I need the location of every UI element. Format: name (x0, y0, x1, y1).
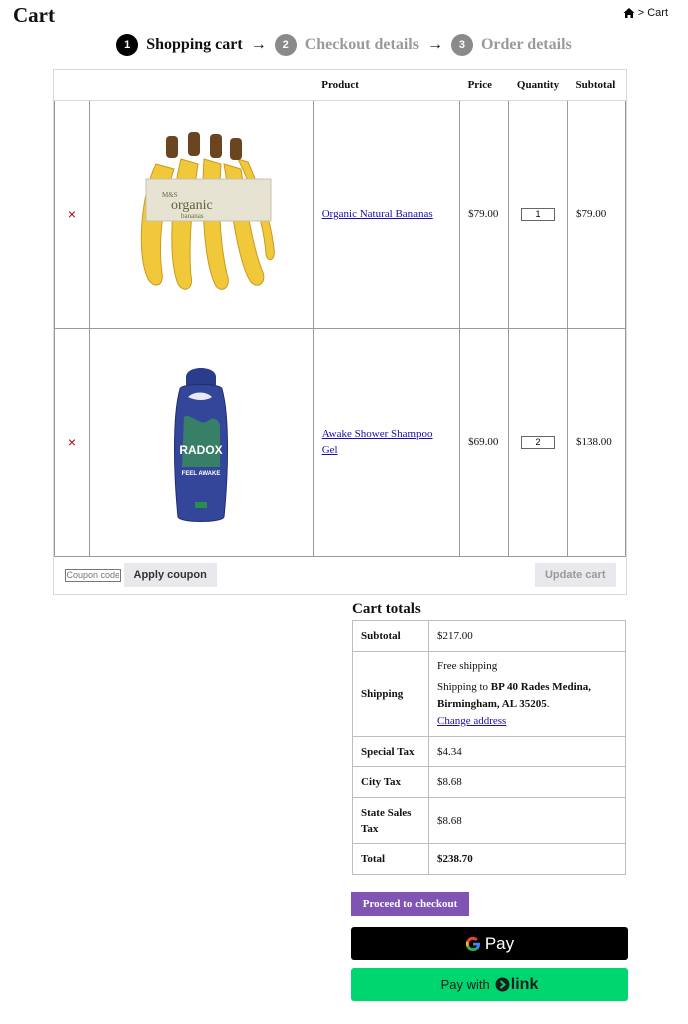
shipping-method: Free shipping (437, 660, 498, 672)
header-thumbnail (89, 70, 313, 100)
state-tax-label: State Sales Tax (353, 798, 429, 844)
change-address-link[interactable]: Change address (437, 715, 507, 727)
banana-label-brand: M&S (162, 191, 178, 199)
arrow-right-icon: → (250, 36, 267, 53)
link-arrow-icon (495, 977, 510, 992)
shipping-to-prefix: Shipping to (437, 681, 491, 693)
shipping-label: Shipping (353, 652, 429, 737)
item-subtotal: $79.00 (568, 100, 626, 328)
google-pay-label: Pay (484, 933, 515, 953)
pay-with-link-button[interactable] (351, 968, 628, 1001)
header-price: Price (460, 70, 509, 100)
cart-actions-row (55, 556, 626, 594)
apply-coupon-button[interactable]: Apply coupon (124, 563, 217, 587)
total-label: Total (353, 844, 429, 875)
arrow-right-icon: → (426, 36, 443, 53)
step-label: Checkout details (304, 36, 419, 53)
google-g-icon (465, 936, 481, 952)
item-price: $79.00 (460, 100, 509, 328)
checkout-steps (0, 34, 688, 56)
remove-item-button[interactable]: × (67, 206, 76, 222)
special-tax-label: Special Tax (353, 737, 429, 767)
link-brand-text: link (510, 975, 539, 993)
shampoo-brand-text: RADOX (179, 443, 223, 457)
product-link[interactable]: Organic Natural Bananas (321, 208, 433, 220)
proceed-to-checkout-button[interactable]: Proceed to checkout (351, 892, 469, 916)
breadcrumb (623, 7, 668, 19)
totals-row-city-tax (353, 767, 626, 798)
google-pay-button[interactable] (351, 927, 628, 960)
item-price: $69.00 (460, 328, 509, 556)
shipping-address: BP 40 Rades Medina, Birmingham, AL 35205 (437, 681, 592, 710)
link-logo (495, 976, 539, 994)
cart-item-row (55, 100, 626, 328)
total-value: $238.70 (437, 853, 473, 865)
banana-label-sub: bananas (181, 212, 204, 220)
item-subtotal: $138.00 (568, 328, 626, 556)
quantity-input[interactable] (521, 208, 555, 221)
pay-with-label: Pay with (440, 977, 490, 992)
shipping-to-suffix: . (546, 698, 550, 710)
shampoo-label-text: FEEL AWAKE (181, 471, 221, 477)
step-label: Shopping cart (146, 36, 243, 53)
header-quantity: Quantity (509, 70, 568, 100)
remove-item-button[interactable]: × (67, 434, 76, 450)
step-number: 1 (116, 34, 138, 56)
breadcrumb-separator: > (637, 7, 645, 19)
banana-label-organic: organic (171, 198, 213, 213)
shampoo-bottle-image[interactable] (98, 357, 305, 527)
step-number: 2 (275, 34, 297, 56)
product-link[interactable]: Awake Shower Shampoo Gel (321, 428, 433, 456)
page-title: Cart (13, 3, 55, 27)
step-order-details (451, 34, 572, 56)
update-cart-button[interactable]: Update cart (535, 563, 616, 587)
breadcrumb-current: Cart (647, 7, 668, 19)
totals-row-subtotal (353, 621, 626, 652)
coupon-code-input[interactable] (65, 569, 121, 582)
quantity-input[interactable] (521, 436, 555, 449)
totals-row-shipping (353, 652, 626, 737)
subtotal-value: $217.00 (429, 621, 626, 652)
step-checkout-details (275, 34, 419, 56)
step-label: Order details (480, 36, 572, 53)
city-tax-label: City Tax (353, 767, 429, 798)
city-tax-value: $8.68 (429, 767, 626, 798)
totals-row-total (353, 844, 626, 875)
totals-row-special-tax (353, 737, 626, 767)
header-product: Product (313, 70, 459, 100)
special-tax-value: $4.34 (429, 737, 626, 767)
home-icon[interactable] (623, 7, 635, 19)
cart-table (53, 69, 627, 595)
header-subtotal: Subtotal (568, 70, 626, 100)
state-tax-value: $8.68 (429, 798, 626, 844)
step-shopping-cart (116, 34, 242, 56)
shipping-destination (437, 679, 617, 730)
step-number: 3 (451, 34, 473, 56)
cart-totals-title: Cart totals (352, 601, 421, 617)
header-remove (55, 70, 90, 100)
bananas-image[interactable] (98, 124, 305, 304)
cart-header-row (55, 70, 626, 100)
subtotal-label: Subtotal (353, 621, 429, 652)
totals-row-state-tax (353, 798, 626, 844)
cart-totals-table (352, 620, 626, 875)
cart-item-row (55, 328, 626, 556)
